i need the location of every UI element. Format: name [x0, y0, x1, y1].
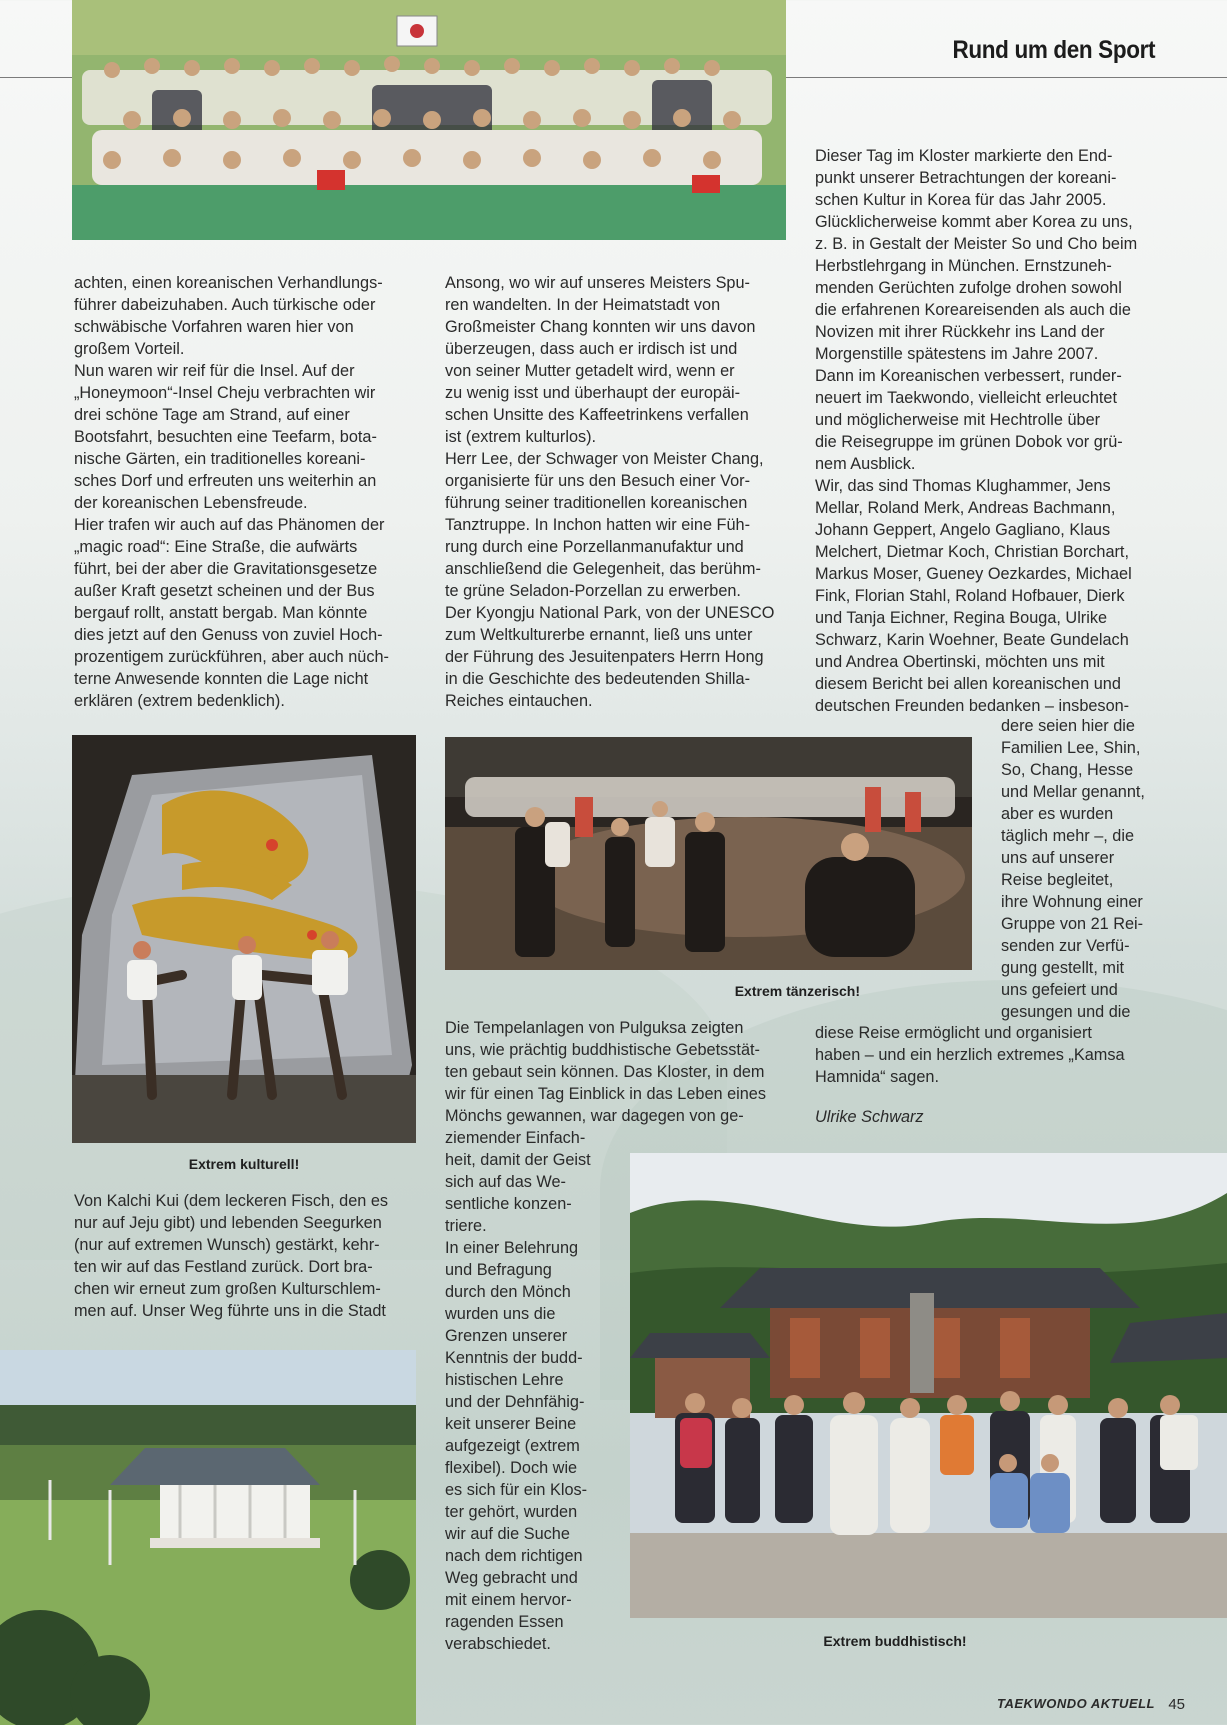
article-column-2-narrow: ziemender Einfach- heit, damit der Geist sich auf das We- sentliche konzen- triere. In einer Belehrung und Befragung durch den Mönch wurden uns die Grenzen unserer Kenntnis der budd- histischen Lehre und der Dehnfähig- keit unserer Beine aufgezeigt (extrem flexibel). Doch wie es sich für ein Klos- ter gehört, wurden wir auf die Suche nach dem richtigen Weg gebracht und mit einem hervor- ragenden Essen verabschiedet. [445, 1129, 591, 1653]
caption-temple: Extrem buddhistisch! [823, 1633, 967, 1649]
garden-pavilion-photo [0, 1350, 416, 1725]
article-column-1-bottom: Von Kalchi Kui (dem leckeren Fisch, den es nur auf Jeju gibt) und lebenden Seegurken (nur auf extremen Wunsch) gestärkt, kehr- ten wir auf das Festland zurück. Dort bra- chen wir erneut zum großen Kulturschlem- men auf. Unser Weg führte uns in die Stadt [74, 1192, 389, 1320]
article-column-2-top: Ansong, wo wir auf unseres Meisters Spu- ren wandelten. In der Heimatstadt von Großmeister Chang konnten wir uns davon überzeugen, dass auch er irdisch ist und von seiner Mutter getadelt wird, wenn er zu wenig isst und überhaupt der europäi- schen Unsitte des Kaffeetrinkens verfallen ist (extrem kulturlos). Herr Lee, der Schwager von Meister Chang, organisierte für uns den Besuch einer Vor- führung seiner traditionellen koreanischen Tanztruppe. In Inchon hatten wir eine Füh- rung durch eine Porzellanmanufaktur und anschließend die Gelegenheit, das berühm- te grüne Seladon-Porzellan zu erwerben. Der Kyongju National Park, von der UNESCO zum Weltkulturerbe ernannt, ließ uns unter der Führung des Jesuitenpaters Herrn Hong in die Geschichte des bedeutenden Shilla- Reiches eintauchen. [445, 274, 775, 710]
caption-culture: Extrem kulturell! [188, 1156, 300, 1172]
magazine-name: TAEKWONDO AKTUELL [997, 1696, 1155, 1711]
caption-dance: Extrem tänzerisch! [734, 983, 860, 999]
article-column-3-top: Dieser Tag im Kloster markierte den End- punkt unserer Betrachtungen der koreani- schen Kultur in Korea für das Jahr 2005. Glücklicherweise kommt aber Korea zu uns, z. B. in Gestalt der Meister So und Cho beim Herbstlehrgang in München. Ernstzuneh- menden Gerüchten zufolge drohen sowohl die erfahrenen Koreareisenden als auch die Novizen mit ihrer Rückkehr ins Land der Morgenstille spätestens im Jahre 2007. Dann im Koreanischen verbessert, runder- neuert im Taekwondo, vielleicht erleuchtet und möglicherweise mit Hechtrolle über die Reisegruppe im grünen Dobok vor grü- nem Ausblick. Wir, das sind Thomas Klughammer, Jens Mellar, Roland Merk, Andreas Bachmann, Johann Geppert, Angelo Gagliano, Klaus Melchert, Dietmar Koch, Christian Borchart, Markus Moser, Gueney Oezkardes, Michael Fink, Florian Stahl, Roland Hofbauer, Dierk und Tanja Eichner, Regina Bouga, Ulrike Schwarz, Karin Woehner, Beate Gundelach und Andrea Obertinski, möchten uns mit diesem Bericht bei allen koreanischen und deutschen Freunden bedanken – insbeson- [815, 147, 1138, 715]
page-number: 45 [1168, 1696, 1185, 1713]
dance-photo [445, 737, 972, 970]
article-column-3-bottom: diese Reise ermöglicht und organisiert haben – und ein herzlich extremes „Kamsa Hamnida“ sagen. [815, 1024, 1125, 1086]
article-author: Ulrike Schwarz [815, 1108, 924, 1126]
temple-group-photo [630, 1153, 1227, 1618]
section-title: Rund um den Sport [952, 36, 1155, 64]
group-photo-dojang [72, 0, 786, 240]
article-column-3-narrow: dere seien hier die Familien Lee, Shin, So, Chang, Hesse und Mellar genannt, aber es wurden täglich mehr –, die uns auf unserer Reise begleitet, ihre Wohnung einer Gruppe von 21 Rei- senden zur Verfü- gung gestellt, mit uns gefeiert und gesungen und die [1001, 717, 1145, 1021]
dragon-rock-photo [72, 735, 416, 1143]
article-column-1-top: achten, einen koreanischen Verhandlungs- führer dabeizuhaben. Auch türkische oder schwäbische Vorfahren waren hier von großem Vorteil. Nun waren wir reif für die Insel. Auf der „Honeymoon“-Insel Cheju verbrachten wir drei schöne Tage am Strand, auf einer Bootsfahrt, besuchten eine Teefarm, bota- nische Gärten, ein traditionelles koreani- sches Dorf und erfreuten uns weiterhin an der koreanischen Lebensfreude. Hier trafen wir auch auf das Phänomen der „magic road“: Eine Straße, die aufwärts führt, bei der aber die Gravitationsgesetze außer Kraft gesetzt scheinen und der Bus bergauf rollt, anstatt bergab. Man könnte dies jetzt auf den Genuss von zuviel Hoch- prozentigem zurückführen, aber auch nüch- terne Anwesende konnten die Lage nicht erklären (extrem bedenklich). [74, 274, 389, 710]
article-column-2-middle: Die Tempelanlagen von Pulguksa zeigten uns, wie prächtig buddhistische Gebetsstät- ten gebaut sein können. Das Kloster, in dem wir für einen Tag Einblick in das Leben eines Mönchs gewannen, war dagegen von ge- [445, 1019, 766, 1125]
